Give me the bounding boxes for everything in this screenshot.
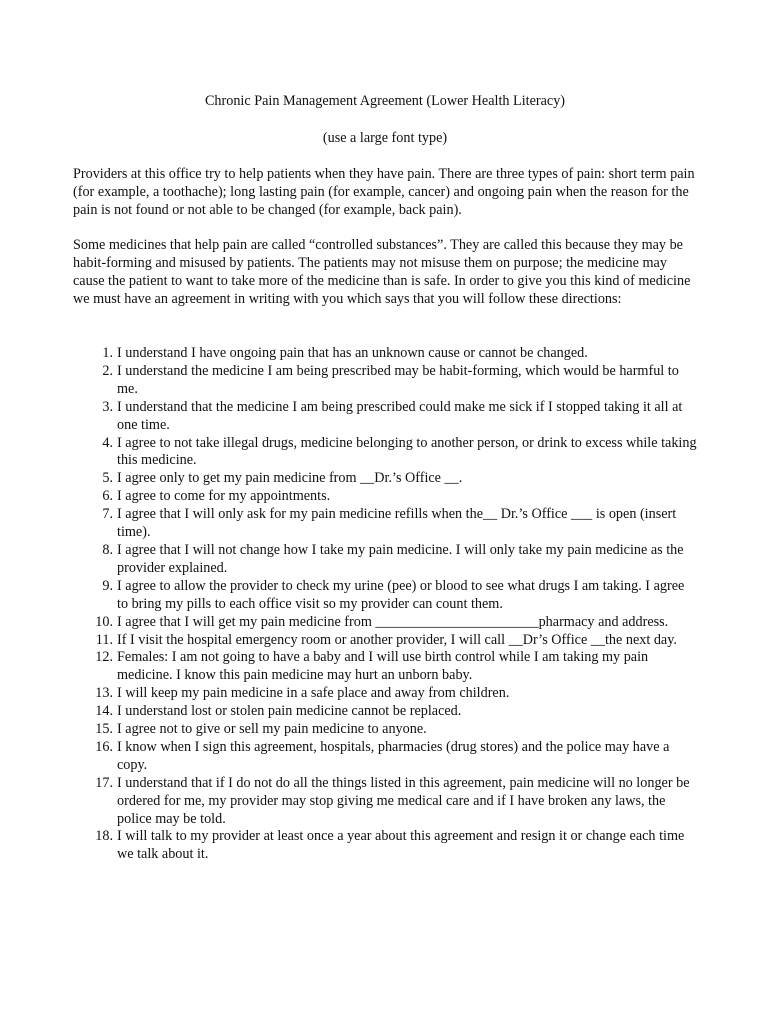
direction-item bbox=[73, 399, 698, 435]
direction-number: 10. bbox=[95, 613, 113, 630]
direction-number: 3. bbox=[102, 398, 113, 415]
direction-number: 12. bbox=[95, 649, 113, 666]
page-title: Chronic Pain Management Agreement (Lower Health Literacy) bbox=[204, 93, 566, 109]
direction-text: I understand the medicine I am being prescribed may be habit-forming, which would be harmful to me. bbox=[117, 362, 679, 397]
direction-text: I will talk to my provider at least once a year about this agreement and resign it or change each time we talk about it. bbox=[117, 828, 685, 863]
direction-number: 11. bbox=[95, 631, 113, 648]
direction-item bbox=[73, 739, 698, 775]
direction-item bbox=[73, 775, 698, 829]
direction-number: 2. bbox=[102, 362, 113, 379]
page-subtitle: (use a large font type) bbox=[322, 130, 448, 146]
direction-number: 1. bbox=[102, 345, 113, 361]
direction-item bbox=[73, 703, 698, 721]
direction-item bbox=[73, 632, 698, 650]
direction-text: Females: I am not going to have a baby and I will use birth control while I am taking my pain medicine. I know this pain medicine may hurt an unborn baby. bbox=[117, 649, 649, 684]
direction-item bbox=[73, 614, 698, 632]
direction-number: 15. bbox=[95, 721, 113, 738]
direction-text: I understand that the medicine I am being prescribed could make me sick if I stopped taking it all at one time. bbox=[117, 398, 683, 433]
direction-text: If I visit the hospital emergency room or another provider, I will call __Dr’s Office __the next day. bbox=[117, 631, 677, 648]
direction-text: I understand I have ongoing pain that has an unknown cause or cannot be changed. bbox=[117, 345, 588, 361]
direction-item bbox=[73, 578, 698, 614]
direction-text: I agree that I will not change how I take my pain medicine. I will only take my pain medicine as the provider explained. bbox=[117, 541, 684, 576]
direction-text: I agree only to get my pain medicine from __Dr.’s Office __. bbox=[117, 470, 463, 487]
direction-item bbox=[73, 506, 698, 542]
direction-text: I understand that if I do not do all the things listed in this agreement, pain medicine will no longer be ordered for me, my provider may stop giving me medical care and if I have broken any laws, the police may be told. bbox=[117, 774, 690, 827]
direction-number: 8. bbox=[102, 541, 113, 558]
direction-item bbox=[73, 435, 698, 471]
direction-number: 14. bbox=[95, 703, 113, 720]
direction-number: 6. bbox=[102, 488, 113, 505]
direction-item bbox=[73, 470, 698, 488]
direction-number: 16. bbox=[95, 738, 113, 755]
direction-number: 13. bbox=[95, 685, 113, 702]
direction-item bbox=[73, 363, 698, 399]
direction-item bbox=[73, 685, 698, 703]
directions-list bbox=[73, 345, 698, 864]
direction-text: I agree that I will get my pain medicine from _______________________pharmacy and address. bbox=[117, 613, 669, 630]
direction-text: I agree to allow the provider to check my urine (pee) or blood to see what drugs I am taking. I agree to bring my pills to each office visit so my provider can count them. bbox=[117, 577, 685, 612]
direction-text: I agree to not take illegal drugs, medicine belonging to another person, or drink to excess while taking this medicine. bbox=[117, 434, 697, 469]
direction-text: I agree that I will only ask for my pain medicine refills when the__ Dr.’s Office ___ is open (insert time). bbox=[117, 506, 677, 541]
direction-item bbox=[73, 649, 698, 685]
direction-text: I understand lost or stolen pain medicine cannot be replaced. bbox=[117, 703, 462, 720]
direction-item bbox=[73, 488, 698, 506]
direction-number: 17. bbox=[95, 774, 113, 791]
direction-item bbox=[73, 721, 698, 739]
direction-text: I know when I sign this agreement, hospitals, pharmacies (drug stores) and the police may have a copy. bbox=[117, 738, 670, 773]
direction-text: I agree not to give or sell my pain medicine to anyone. bbox=[117, 721, 427, 738]
direction-item bbox=[73, 345, 698, 363]
direction-number: 18. bbox=[95, 828, 113, 845]
direction-number: 5. bbox=[102, 470, 113, 487]
direction-number: 9. bbox=[102, 577, 113, 594]
direction-item bbox=[73, 828, 698, 864]
direction-text: I agree to come for my appointments. bbox=[117, 488, 331, 505]
intro-paragraph: Providers at this office try to help patients when they have pain. There are three types of pain: short term pain (for example, a toothache); long lasting pain (for example, cancer) and ongoing pain when the reason for the pain is not found or not able to be changed (for example, back pain). bbox=[73, 166, 695, 218]
direction-text: I will keep my pain medicine in a safe place and away from children. bbox=[117, 685, 510, 702]
direction-item bbox=[73, 542, 698, 578]
controlled-substances-paragraph: Some medicines that help pain are called “controlled substances”. They are called this because they may be habit-forming and misused by patients. The patients may not misuse them on purpose; the medicine may cause the patient to want to take more of the medicine than is safe. In order to give you this kind of medicine we must have an agreement in writing with you which says that you will follow these directions: bbox=[73, 237, 691, 307]
direction-number: 7. bbox=[102, 506, 113, 523]
direction-number: 4. bbox=[102, 434, 113, 451]
